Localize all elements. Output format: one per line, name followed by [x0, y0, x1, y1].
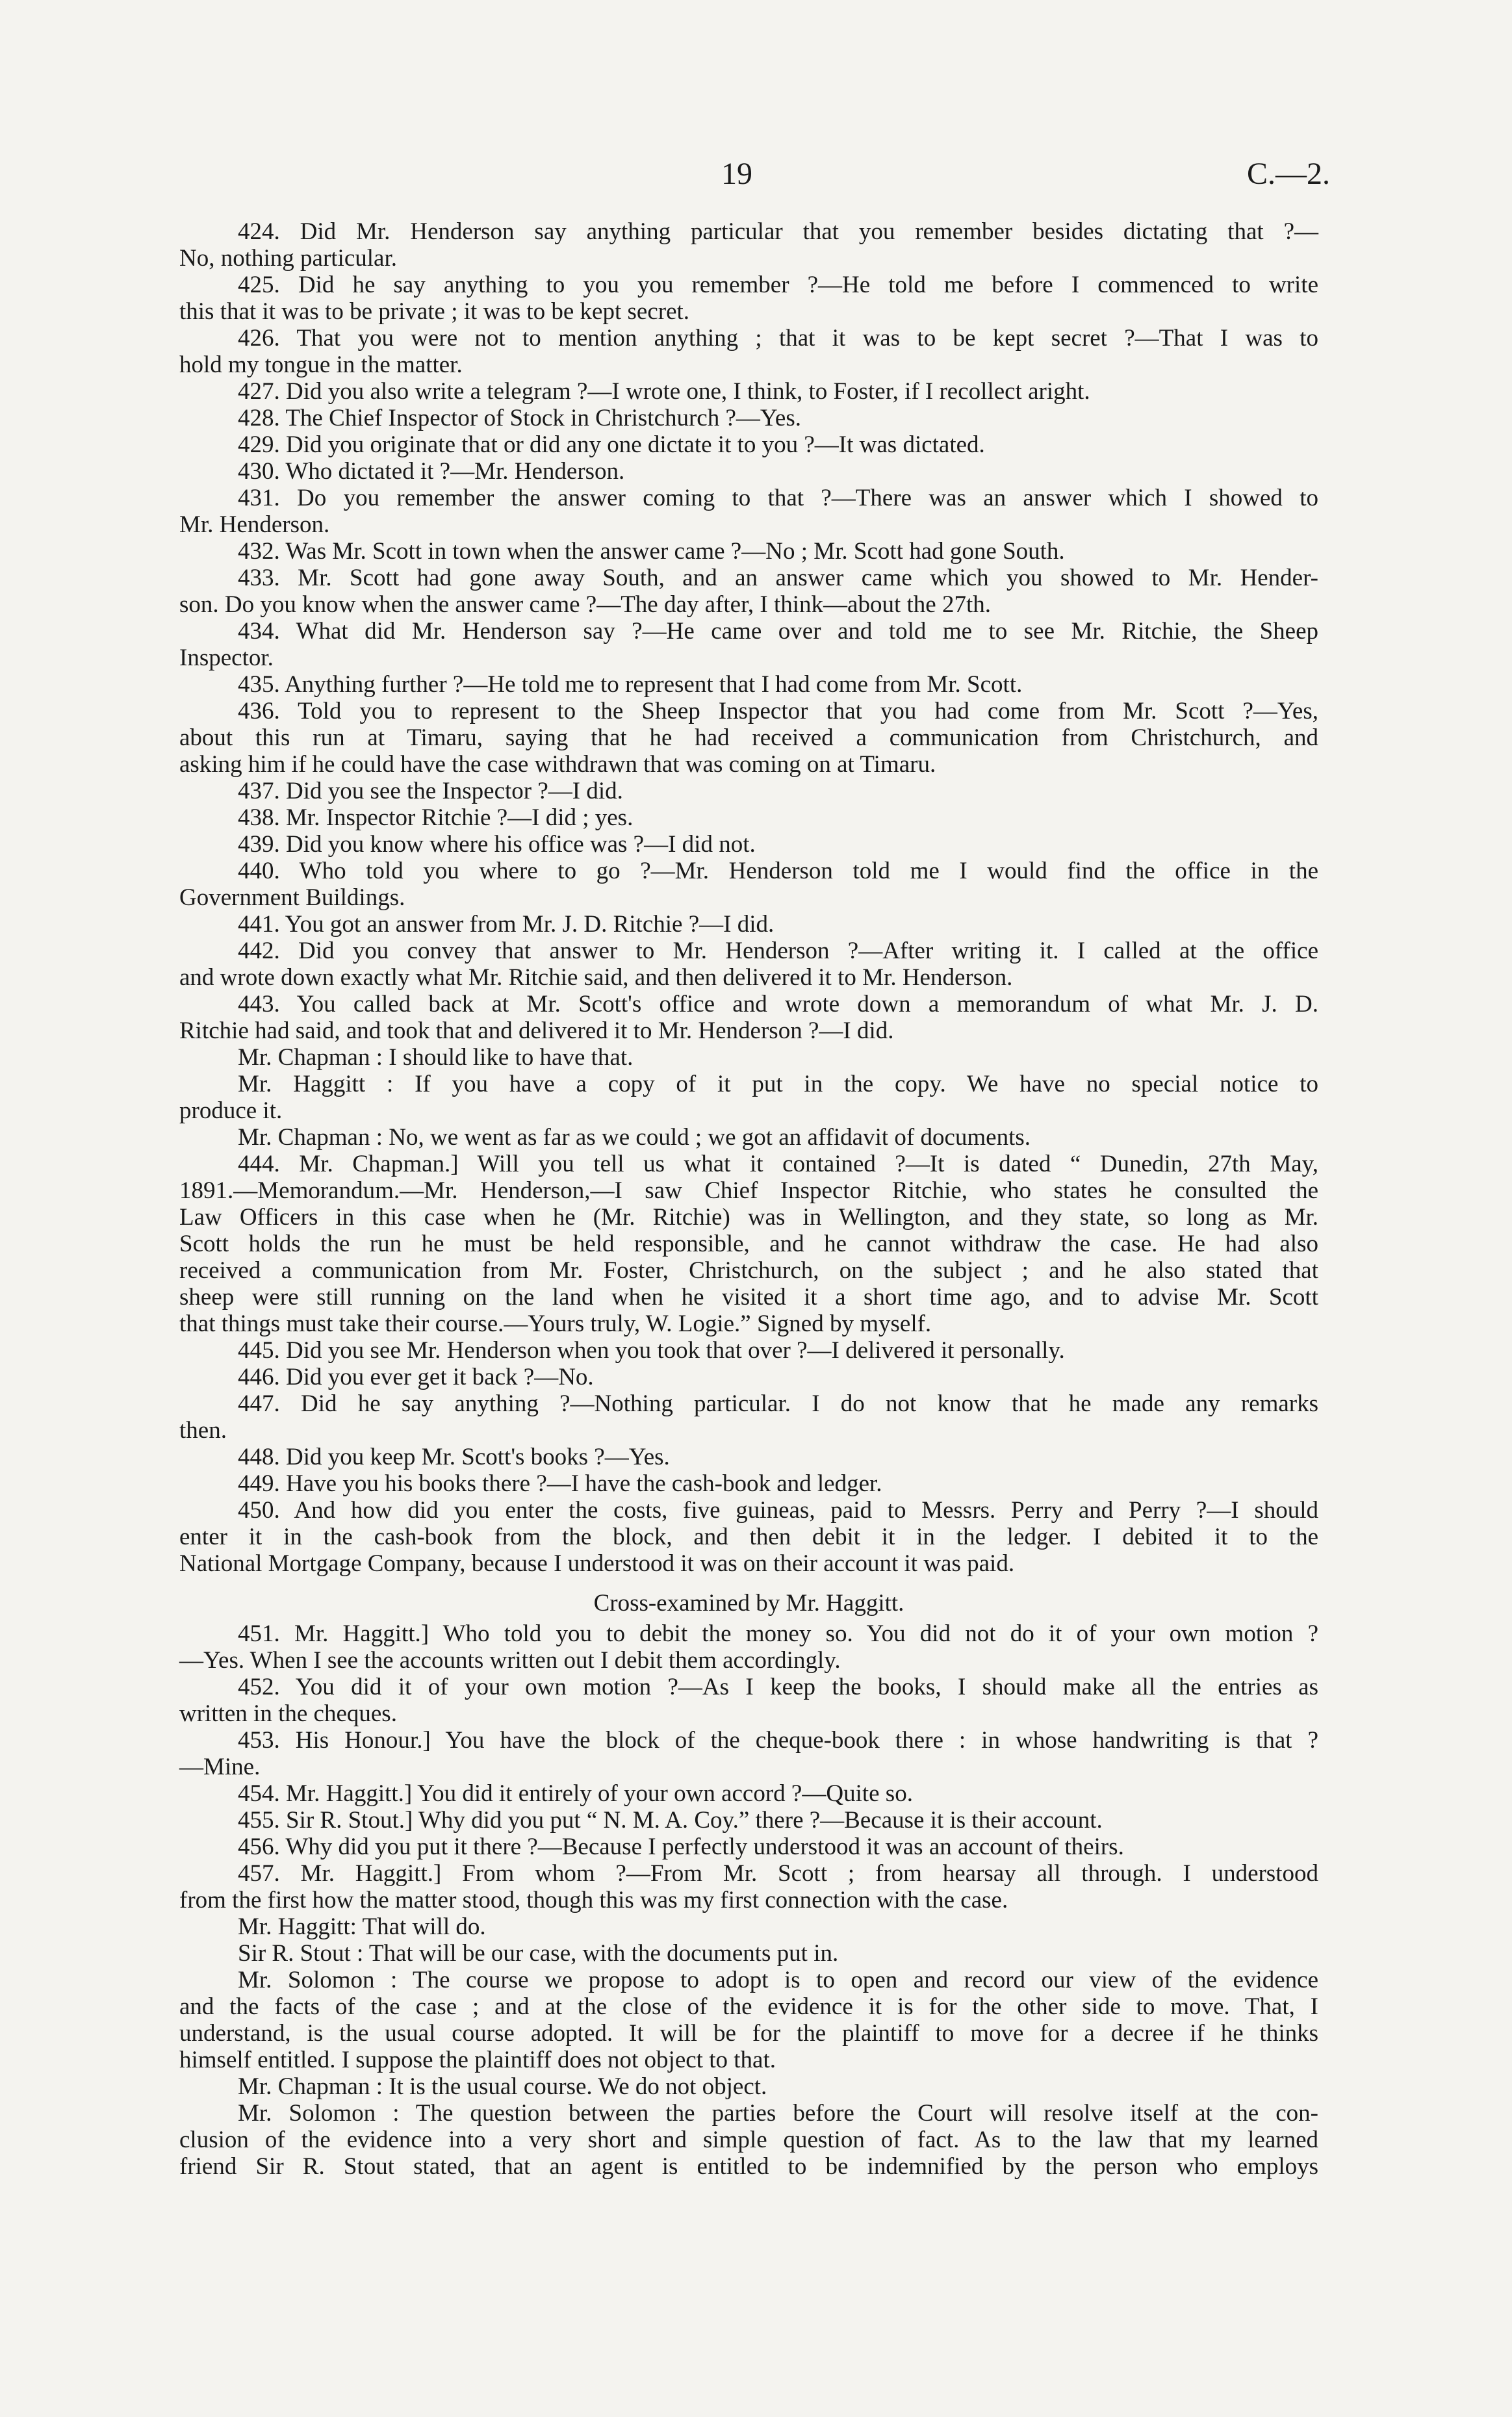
cross-examination-section — [179, 1620, 1318, 2180]
text-line: Sir R. Stout : That will be our case, with the documents put in. — [238, 1940, 839, 1967]
text-line: 435. Anything further ?—He told me to represent that I had come from Mr. Scott. — [238, 671, 1023, 698]
section-heading: Cross-examined by Mr. Haggitt. — [593, 1590, 904, 1617]
text-line: 450. And how did you enter the costs, five guineas, paid to Messrs. Perry and Perry ?—I should — [238, 1497, 1318, 1524]
text-line: 426. That you were not to mention anything ; that it was to be kept secret ?—That I was to — [238, 325, 1318, 352]
text-line: 443. You called back at Mr. Scott's office and wrote down a memorandum of what Mr. J. D. — [238, 991, 1318, 1017]
text-line: enter it in the cash-book from the block, and then debit it in the ledger. I debited it to the — [179, 1524, 1318, 1550]
text-line: this that it was to be private ; it was to be kept secret. — [179, 298, 690, 325]
text-line: 442. Did you convey that answer to Mr. Henderson ?—After writing it. I called at the office — [238, 938, 1318, 964]
page-header — [0, 0, 1512, 221]
text-line: National Mortgage Company, because I understood it was on their account it was paid. — [179, 1550, 1015, 1577]
page-number: 19 — [721, 157, 752, 191]
text-line: Mr. Haggitt: That will do. — [238, 1913, 486, 1940]
document-reference: C.—2. — [1246, 157, 1330, 191]
text-line: 446. Did you ever get it back ?—No. — [238, 1364, 594, 1390]
text-line: 432. Was Mr. Scott in town when the answer came ?—No ; Mr. Scott had gone South. — [238, 538, 1065, 565]
text-line: that things must take their course.—Yours truly, W. Logie.” Signed by myself. — [179, 1311, 932, 1337]
text-line: 457. Mr. Haggitt.] From whom ?—From Mr. Scott ; from hearsay all through. I understood — [238, 1860, 1318, 1887]
text-line: Mr. Chapman : No, we went as far as we could ; we got an affidavit of documents. — [238, 1124, 1031, 1151]
text-line: 445. Did you see Mr. Henderson when you took that over ?—I delivered it personally. — [238, 1337, 1065, 1364]
text-line: Scott holds the run he must be held responsible, and he cannot withdraw the case. He had also — [179, 1231, 1318, 1257]
text-line: 1891.—Memorandum.—Mr. Henderson,—I saw Chief Inspector Ritchie, who states he consulted the — [179, 1177, 1318, 1204]
text-line: about this run at Timaru, saying that he had received a communication from Christchurch, and — [179, 724, 1318, 751]
text-line: produce it. — [179, 1097, 283, 1124]
text-line: 427. Did you also write a telegram ?—I wrote one, I think, to Foster, if I recollect aright. — [238, 378, 1090, 405]
text-line: 456. Why did you put it there ?—Because I perfectly understood it was an account of theirs. — [238, 1834, 1124, 1860]
text-line: 448. Did you keep Mr. Scott's books ?—Yes. — [238, 1444, 670, 1470]
text-line: 438. Mr. Inspector Ritchie ?—I did ; yes. — [238, 804, 634, 831]
text-line: Law Officers in this case when he (Mr. Ritchie) was in Wellington, and they state, so long as Mr. — [179, 1204, 1318, 1231]
text-line: 431. Do you remember the answer coming to that ?—There was an answer which I showed to — [238, 485, 1318, 511]
text-line: 429. Did you originate that or did any one dictate it to you ?—It was dictated. — [238, 431, 985, 458]
text-line: Mr. Solomon : The course we propose to adopt is to open and record our view of the evidence — [238, 1967, 1318, 1993]
text-line: Mr. Henderson. — [179, 511, 330, 538]
text-line: Mr. Chapman : It is the usual course. We do not object. — [238, 2073, 767, 2100]
document-body — [179, 218, 1318, 2180]
text-line: 455. Sir R. Stout.] Why did you put “ N. M. A. Coy.” there ?—Because it is their account. — [238, 1807, 1103, 1834]
text-line: himself entitled. I suppose the plaintiff does not object to that. — [179, 2047, 776, 2073]
text-line: understand, is the usual course adopted. It will be for the plaintiff to move for a decree if he thinks — [179, 2020, 1318, 2047]
text-line: 441. You got an answer from Mr. J. D. Ritchie ?—I did. — [238, 911, 775, 938]
testimony-section — [179, 218, 1318, 1577]
text-line: received a communication from Mr. Foster, Christchurch, on the subject ; and he also stated that — [179, 1257, 1318, 1284]
text-line: 439. Did you know where his office was ?—I did not. — [238, 831, 756, 858]
text-line: Mr. Solomon : The question between the parties before the Court will resolve itself at the con- — [238, 2100, 1318, 2127]
text-line: Government Buildings. — [179, 884, 405, 911]
text-line: son. Do you know when the answer came ?—The day after, I think—about the 27th. — [179, 591, 991, 618]
text-line: hold my tongue in the matter. — [179, 352, 463, 378]
text-line: Mr. Chapman : I should like to have that. — [238, 1044, 634, 1071]
text-line: clusion of the evidence into a very short and simple question of fact. As to the law that my learned — [179, 2127, 1318, 2153]
text-line: 424. Did Mr. Henderson say anything particular that you remember besides dictating that ?— — [238, 218, 1318, 245]
text-line: 440. Who told you where to go ?—Mr. Henderson told me I would find the office in the — [238, 858, 1318, 884]
text-line: 425. Did he say anything to you you remember ?—He told me before I commenced to write — [238, 272, 1318, 298]
text-line: Inspector. — [179, 645, 274, 671]
text-line: —Yes. When I see the accounts written out I debit them accordingly. — [179, 1647, 841, 1674]
text-line: 452. You did it of your own motion ?—As I keep the books, I should make all the entries as — [238, 1674, 1318, 1700]
text-line: asking him if he could have the case withdrawn that was coming on at Timaru. — [179, 751, 936, 778]
text-line: 449. Have you his books there ?—I have the cash-book and ledger. — [238, 1470, 882, 1497]
text-line: from the first how the matter stood, though this was my first connection with the case. — [179, 1887, 1008, 1913]
text-line: friend Sir R. Stout stated, that an agent is entitled to be indemnified by the person who employs — [179, 2153, 1318, 2180]
text-line: —Mine. — [179, 1754, 261, 1780]
text-line: 453. His Honour.] You have the block of the cheque-book there : in whose handwriting is that ? — [238, 1727, 1318, 1754]
text-line: Mr. Haggitt : If you have a copy of it put in the copy. We have no special notice to — [238, 1071, 1318, 1097]
text-line: 454. Mr. Haggitt.] You did it entirely of your own accord ?—Quite so. — [238, 1780, 913, 1807]
text-line: then. — [179, 1417, 227, 1444]
text-line: 447. Did he say anything ?—Nothing particular. I do not know that he made any remarks — [238, 1390, 1318, 1417]
text-line: 434. What did Mr. Henderson say ?—He came over and told me to see Mr. Ritchie, the Sheep — [238, 618, 1318, 645]
text-line: 436. Told you to represent to the Sheep Inspector that you had come from Mr. Scott ?—Yes, — [238, 698, 1318, 724]
text-line: written in the cheques. — [179, 1700, 397, 1727]
text-line: 451. Mr. Haggitt.] Who told you to debit the money so. You did not do it of your own motion ? — [238, 1620, 1318, 1647]
text-line: 444. Mr. Chapman.] Will you tell us what it contained ?—It is dated “ Dunedin, 27th May, — [238, 1151, 1318, 1177]
text-line: and the facts of the case ; and at the close of the evidence it is for the other side to move. That, I — [179, 1993, 1318, 2020]
text-line: sheep were still running on the land when he visited it a short time ago, and to advise Mr. Scott — [179, 1284, 1318, 1311]
text-line: 433. Mr. Scott had gone away South, and an answer came which you showed to Mr. Hender- — [238, 565, 1318, 591]
text-line: Ritchie had said, and took that and delivered it to Mr. Henderson ?—I did. — [179, 1017, 894, 1044]
text-line: 430. Who dictated it ?—Mr. Henderson. — [238, 458, 625, 485]
text-line: No, nothing particular. — [179, 245, 397, 272]
text-line: and wrote down exactly what Mr. Ritchie said, and then delivered it to Mr. Henderson. — [179, 964, 1013, 991]
text-line: 428. The Chief Inspector of Stock in Christchurch ?—Yes. — [238, 405, 801, 431]
text-line: 437. Did you see the Inspector ?—I did. — [238, 778, 623, 804]
